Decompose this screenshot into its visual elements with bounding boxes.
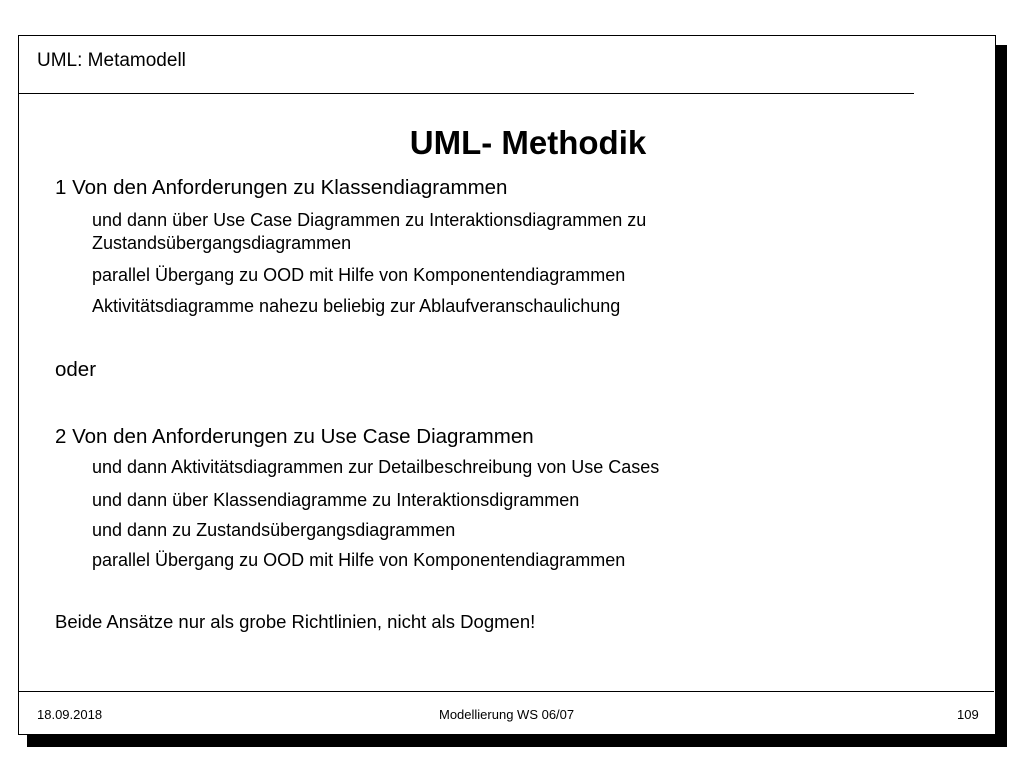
footer-divider <box>19 691 994 692</box>
header-title: UML: Metamodell <box>37 50 186 71</box>
approach2-item: und dann Aktivitätsdiagrammen zur Detailbeschreibung von Use Cases <box>92 457 660 477</box>
header-divider <box>19 93 914 94</box>
approach1-item: Zustandsübergangsdiagrammen <box>92 233 352 253</box>
approach1-item: parallel Übergang zu OOD mit Hilfe von Komponentendiagrammen <box>92 265 626 285</box>
approach2-item: und dann zu Zustandsübergangsdiagrammen <box>92 520 456 540</box>
separator-oder: oder <box>55 358 97 381</box>
slide <box>18 35 996 735</box>
approach1-item: und dann über Use Case Diagrammen zu Interaktionsdiagrammen zu <box>92 210 647 230</box>
conclusion-text: Beide Ansätze nur als grobe Richtlinien, nicht als Dogmen! <box>55 611 536 632</box>
approach1-heading: 1 Von den Anforderungen zu Klassendiagrammen <box>55 176 508 199</box>
footer-date: 18.09.2018 <box>37 707 103 722</box>
approach2-item: und dann über Klassendiagramme zu Interaktionsdigrammen <box>92 490 580 510</box>
approach1-item: Aktivitätsdiagramme nahezu beliebig zur Ablaufveranschaulichung <box>92 296 621 316</box>
footer-page-number: 109 <box>957 707 979 722</box>
approach2-heading: 2 Von den Anforderungen zu Use Case Diagrammen <box>55 425 534 448</box>
footer-course: Modellierung WS 06/07 <box>439 707 575 722</box>
slide-title: UML- Methodik <box>409 124 647 161</box>
approach2-item: parallel Übergang zu OOD mit Hilfe von Komponentendiagrammen <box>92 550 626 570</box>
